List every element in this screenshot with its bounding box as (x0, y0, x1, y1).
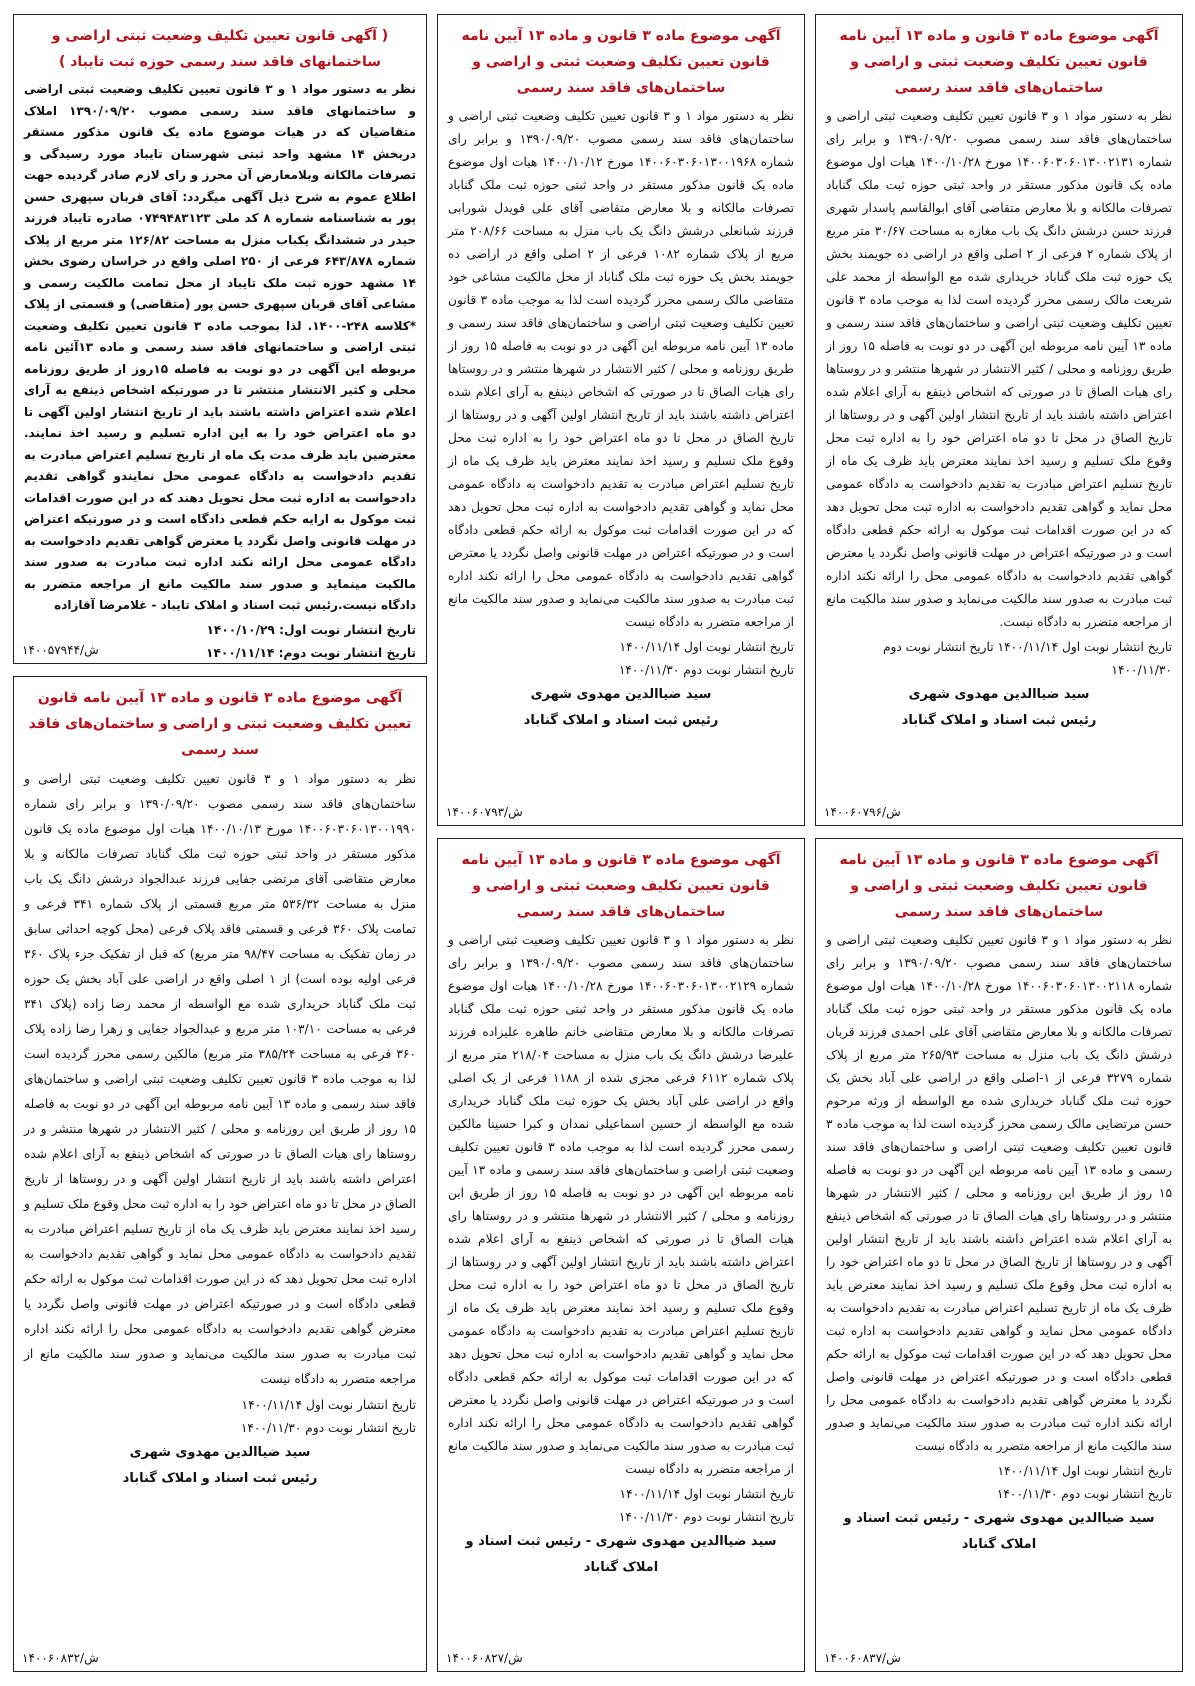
first-publication-date: تاریخ انتشار نوبت اول ۱۴۰۰/۱۱/۱۴ (619, 640, 794, 654)
notice-bottom-left (13, 676, 427, 1672)
notice-body: نظر به دستور مواد ۱ و ۳ قانون تعیین تکلیف وضعیت ثبتی اراضی و ساختمان‌های فاقد سند رسمی مصوب ۱۳۹۰/۰۹/۲۰ و برابر رای شماره ۱۴۰۰۶۰۳۰۶۰۱۳۰۰۱۹۶۸ مورخ ۱۴۰۰/۱۰/۱۲ هیات اول موضوع ماده یک قانون مذکور مستقر در واحد ثبتی حوزه ثبت ملک گناباد تصرفات مالکانه و بلا معارض متقاضی آقای علی قویدل شورابی فرزند شبانعلی درشش دانگ یک باب منزل به مساحت ۲۰۸/۶۶ متر مربع از پلاک شماره ۱۰۸۲ فرعی از ۲ اصلی واقع در اراضی ده جویمند بخش یک حوزه ثبت ملک گناباد از محل مالکیت مشاعی خود متقاضی مالک رسمی محرز گردیده است لذا به موجب ماده ۳ قانون تعیین تکلیف وضعیت ثبتی اراضی و ساختمان‌های فاقد سند رسمی و ماده ۱۳ آیین نامه مربوطه این آگهی در دو نوبت به فاصله ۱۵ روز از طریق روزنامه و محلی / کثیر الانتشار در شهرها منتشر و در روستاها رای هیات الصاق تا در صورتی که اشخاص ذینفع به آرای اعلام شده اعتراض داشته باشند باید از تاریخ انتشار اولین آگهی و در روستاها از تاریخ الصاق در محل تا دو ماه اعتراض خود را به اداره ثبت محل وقوع ملک تسلیم و رسید اخذ نمایند معترض باید ظرف یک ماه از تاریخ تسلیم اعتراض مبادرت به تقدیم دادخواست به دادگاه عمومی محل نماید و گواهی تقدیم دادخواست به اداره ثبت محل تحویل دهد که در این صورت اقدامات ثبت موکول به ارائه حکم قطعی دادگاه است و در صورتیکه اعتراض در مهلت قانونی واصل نگردد یا معترض گواهی تقدیم دادخواست به دادگاه عمومی محل را ارائه نکند اداره ثبت مبادرت به صدور سند مالکیت می‌نماید و صدور سند مالکیت مانع از مراجعه متضرر به دادگاه نیست (448, 109, 795, 629)
publication-dates (826, 1460, 1172, 1506)
second-publication-date: تاریخ انتشار نوبت دوم ۱۴۰۰/۱۱/۳۰ (240, 1421, 416, 1435)
notice-top-middle (437, 14, 805, 826)
notice-code: ۱۴۰۰۶۰۷۹۶/ش (824, 805, 901, 819)
notice-code: ۱۴۰۰۶۰۸۳۷/ش (824, 1651, 901, 1665)
notice-title: آگهی موضوع ماده ۳ قانون و ماده ۱۳ آیین نامه قانون تعیین تکلیف وضعیت ثبتی و اراضی و ساختمان‌های فاقد سند رسمی (461, 28, 781, 96)
publication-dates: تاریخ انتشار نوبت اول ۱۴۰۰/۱۱/۱۴ تاریخ انتشار نوبت دوم ۱۴۰۰/۱۱/۳۰ (882, 640, 1172, 677)
notice-code: ۱۴۰۰۵۷۹۴۴/ش (22, 643, 99, 657)
first-publication-date: تاریخ انتشار نوبت اول ۱۴۰۰/۱۱/۱۴ (241, 1398, 416, 1412)
notice-body: نظر به دستور مواد ۱ و ۳ قانون تعیین تکلیف وضعیت ثبتی اراضی و ساختمان‌های فاقد سند رسمی مصوب ۱۳۹۰/۰۹/۲۰ و برابر رای شماره ۱۴۰۰۶۰۳۰۶۰۱۳۰۰۲۱۲۹ مورخ ۱۴۰۰/۱۰/۲۸ هیات اول موضوع ماده یک قانون مذکور مستقر در واحد ثبتی حوزه ثبت ملک گناباد تصرفات مالکانه و بلا معارض متقاضی خانم طاهره علیزاده فرزند علیرضا درشش دانگ یک باب منزل به مساحت ۲۱۸/۰۴ متر مربع از پلاک شماره ۶۱۱۲ فرعی مجزی شده از ۱۱۸۸ فرعی از یک اصلی واقع در اراضی علی آباد بخش یک حوزه ثبت ملک گناباد خریداری شده مع الواسطه از حسین اسماعیلی نمدان و کبرا حسینا مالکین رسمی محرز گردیده است لذا به موجب ماده ۳ قانون تعیین تکلیف وضعیت ثبتی اراضی و ساختمان‌های فاقد سند رسمی و ماده ۱۳ آیین نامه مربوطه این آگهی در دو نوبت به فاصله ۱۵ روز از طریق این روزنامه و محلی / کثیر الانتشار در شهرها منتشر و در روستاها رای هیات الصاق تا در صورتی که اشخاص ذینفع به آرای اعلام شده اعتراض داشته باشند باید از تاریخ انتشار اولین آگهی و در روستاها از تاریخ الصاق در محل تا دو ماه اعتراض خود را به اداره ثبت محل وقوع ملک تسلیم و رسید اخذ نمایند معترض باید ظرف یک ماه از تاریخ تسلیم اعتراض مبادرت به تقدیم دادخواست به دادگاه عمومی محل نماید و گواهی تقدیم دادخواست به اداره ثبت محل تحویل دهد که در این صورت اقدامات ثبت موکول به ارائه حکم قطعی دادگاه است و در صورتیکه اعتراض در مهلت قانونی واصل نگردد یا معترض گواهی تقدیم دادخواست به دادگاه عمومی محل را ارائه نکند اداره ثبت مبادرت به صدور سند مالکیت می‌نماید و صدور سند مالکیت مانع از مراجعه متضرر به دادگاه نیست (448, 933, 795, 1476)
publication-dates (448, 1483, 794, 1529)
publication-dates (24, 1394, 416, 1440)
first-publication-date: تاریخ انتشار نوبت اول: ۱۴۰۰/۱۰/۲۹ (206, 622, 416, 637)
notice-body: نظر به دستور مواد ۱ و ۳ قانون تعیین تکلیف وضعیت ثبتی اراضی و ساختمان‌های فاقد سند رسمی مصوب ۱۳۹۰/۰۹/۲۰ و برابر رای شماره ۱۴۰۰۶۰۳۰۶۰۱۳۰۰۲۱۱۸ مورخ ۱۴۰۰/۱۰/۲۸ هیات اول موضوع ماده یک قانون مذکور مستقر در واحد ثبتی حوزه ثبت ملک گناباد تصرفات مالکانه و بلا معارض متقاضی آقای علی احمدی فرزند قربان درشش دانگ یک باب منزل به مساحت ۲۶۵/۹۳ متر مربع از پلاک شماره ۳۲۷۹ فرعی از ۱-اصلی واقع در اراضی علی آباد بخش یک حوزه ثبت ملک گناباد خریداری شده مع الواسطه از ورثه مرحوم حسن مرتضایی مالک رسمی محرز گردیده است لذا به موجب ماده ۳ قانون تعیین تکلیف وضعیت ثبتی اراضی و ساختمان‌های فاقد سند رسمی و ماده ۱۳ آیین نامه مربوطه این آگهی در دو نوبت به فاصله ۱۵ روز از طریق این روزنامه و محلی / کثیر الانتشار در شهرها منتشر و در روستاها رای هیات الصاق تا در صورتی که اشخاص ذینفع به آرای اعلام شده اعتراض داشته باشند باید از تاریخ انتشار اولین آگهی و در روستاها از تاریخ الصاق در محل تا دو ماه اعتراض خود را به اداره ثبت محل وقوع ملک تسلیم و رسید اخذ نمایند معترض باید ظرف یک ماه از تاریخ تسلیم اعتراض مبادرت به تقدیم دادخواست به دادگاه عمومی محل نماید و گواهی تقدیم دادخواست به اداره ثبت محل تحویل دهد که در این صورت اقدامات ثبت موکول به ارائه حکم قطعی دادگاه است و در صورتیکه اعتراض در مهلت قانونی واصل نگردد یا معترض گواهی تقدیم دادخواست به دادگاه عمومی محل را ارائه نکند اداره ثبت مبادرت به صدور سند مالکیت می‌نماید و صدور سند مالکیت مانع از مراجعه متضرر به دادگاه نیست (826, 933, 1173, 1453)
notice-title: آگهی موضوع ماده ۳ قانون و ماده ۱۳ آیین نامه قانون تعیین تکلیف وضعیت ثبتی و اراضی و ساختمان‌های فاقد سند رسمی (839, 852, 1159, 920)
second-publication-date: تاریخ انتشار نوبت دوم ۱۴۰۰/۱۱/۳۰ (618, 1510, 794, 1524)
signatory-title: رئیس ثبت اسناد و املاک گناباد (901, 713, 1097, 728)
notice-top-left (13, 14, 427, 664)
first-publication-date: تاریخ انتشار نوبت اول ۱۴۰۰/۱۱/۱۴ (997, 1464, 1172, 1478)
notice-code: ۱۴۰۰۶۰۸۳۲/ش (22, 1651, 99, 1665)
signatory-title: رئیس ثبت اسناد و املاک گناباد (122, 1471, 318, 1486)
notice-title: آگهی موضوع ماده ۳ قانون و ماده ۱۳ آیین نامه قانون تعیین تکلیف وضعیت ثبتی و اراضی و ساختمان‌های فاقد سند رسمی (461, 852, 781, 920)
second-publication-date: تاریخ انتشار نوبت دوم: ۱۴۰۰/۱۱/۱۴ (206, 645, 416, 660)
notice-code: ۱۴۰۰۶۰۷۹۳/ش (446, 805, 523, 819)
second-publication-date: تاریخ انتشار نوبت دوم ۱۴۰۰/۱۱/۳۰ (618, 663, 794, 677)
signatory-title: سید ضیاالدین مهدوی شهری - رئیس ثبت اسناد و املاک گناباد (843, 1511, 1155, 1552)
notice-title: آگهی موضوع ماده ۳ قانون و ماده ۱۳ آیین نامه قانون تعیین تکلیف وضعیت ثبتی و اراضی و ساختمان‌های فاقد سند رسمی (839, 28, 1159, 96)
signatory-name: سید ضیاالدین مهدوی شهری (530, 687, 712, 702)
signatory-title: رئیس ثبت اسناد و املاک گناباد (523, 713, 719, 728)
signatory-name: سید ضیاالدین مهدوی شهری (129, 1445, 311, 1460)
publication-dates (448, 636, 794, 682)
notice-top-right (815, 14, 1183, 826)
signatory-name: سید ضیاالدین مهدوی شهری (908, 687, 1090, 702)
notice-title: ( آگهی قانون تعیین تکلیف وضعیت ثبتی اراضی و ساختمانهای فاقد سند رسمی حوزه ثبت تایباد ) (51, 28, 389, 70)
notice-body: نظر به دستور مواد ۱ و ۳ قانون تعیین تکلیف وضعیت ثبتی اراضی و ساختمانهای فاقد سند رسمی مصوب ۱۳۹۰/۰۹/۲۰ املاک متقاضیان که در هیات موضوع ماده یک قانون مذکور مستقر دربخش ۱۴ مشهد واحد ثبتی شهرستان تایباد مورد رسیدگی و تصرفات مالکانه وبلامعارض آن محرز و رای لازم صادر گردیده جهت اطلاع عموم به شرح ذیل آگهی میگردد: آقای قربان سپهری حسن پور به شناسنامه شماره ۸ کد ملی ۰۷۴۹۴۸۳۱۲۳ صادره تایباد فرزند حیدر در ششدانگ یکباب منزل به مساحت ۱۲۶/۸۲ متر مربع از پلاک شماره ۶۴۳/۸۷۸ فرعی از ۲۵۰ اصلی واقع در خراسان رضوی بخش ۱۴ مشهد حوزه ثبت ملک تایباد از محل تمامت مالکیت رسمی و مشاعی آقای قربان سپهری حسن پور (متقاضی) و قسمتی از پلاک *کلاسه ۲۴۸-۱۴۰۰. لذا بموجب ماده ۳ قانون تعیین تکلیف وضعیت ثبتی اراضی و ساختمانهای فاقد سند رسمی و ماده ۱۳آئین نامه مربوطه این آگهی در دو نوبت به فاصله ۱۵روز از طریق روزنامه محلی و کثیر الانتشار منتشر تا در صورتیکه اشخاص ذینفع به آرای اعلام شده اعتراض داشته باشند باید از تاریخ انتشار اولین آگهی تا دو ماه اعتراض خود را به این اداره تسلیم و رسید اخذ نمایند. معترضین باید ظرف مدت یک ماه از تاریخ تسلیم اعتراض مبادرت به تقدیم دادخواست به دادگاه عمومی محل نمایندو گواهی تقدیم دادخواست به اداره ثبت محل تحویل دهند که در این صورت اقدامات ثبت موکول به ارایه حکم قطعی دادگاه است و در صورتیکه اعتراض در مهلت قانونی واصل نگردد یا معترض گواهی تقدیم دادخواست به دادگاه عمومی محل ارائه نکند اداره ثبت مبادرت به صدور سند مالکیت مینماید و صدور سند مالکیت مانع از مراجعه متضرر به دادگاه نیست.رئیس ثبت اسناد و املاک تایباد - غلامرضا آقازاده (24, 82, 417, 612)
notice-title: آگهی موضوع ماده ۳ قانون و ماده ۱۳ آیین نامه قانون تعیین تکلیف وضعیت ثبتی و اراضی و ساختمان‌های فاقد سند رسمی (28, 690, 412, 758)
notice-bottom-right (815, 838, 1183, 1672)
second-publication-date: تاریخ انتشار نوبت دوم ۱۴۰۰/۱۱/۳۰ (996, 1487, 1172, 1501)
signatory-title: سید ضیاالدین مهدوی شهری - رئیس ثبت اسناد و املاک گناباد (465, 1534, 777, 1575)
notice-body: نظر به دستور مواد ۱ و ۳ قانون تعیین تکلیف وضعیت ثبتی اراضی و ساختمان‌های فاقد سند رسمی مصوب ۱۳۹۰/۰۹/۲۰ و برابر رای شماره ۱۴۰۰۶۰۳۰۶۰۱۳۰۰۲۱۳۱ مورخ ۱۴۰۰/۱۰/۲۸ هیات اول موضوع ماده یک قانون مذکور مستقر در واحد ثبتی حوزه ثبت ملک گناباد تصرفات مالکانه و بلا معارض متقاضی آقای ابوالقاسم پاسدار شهری فرزند حسن درشش دانگ یک باب مغازه به مساحت ۳۰/۶۷ متر مربع از پلاک شماره ۲ فرعی از ۲ اصلی واقع در اراضی ده جویمند بخش یک حوزه ثبت ملک گناباد خریداری شده مع الواسطه از محمد علی شریعت مالک رسمی محرز گردیده است لذا به موجب ماده ۳ قانون تعیین تکلیف وضعیت ثبتی اراضی و ساختمان‌های فاقد سند رسمی و ماده ۱۳ آیین نامه مربوطه این آگهی در دو نوبت به فاصله ۱۵ روز از طریق روزنامه و محلی / کثیر الانتشار در شهرها منتشر و در روستاها رای هیات الصاق تا در صورتی که اشخاص ذینفع به آرای اعلام شده اعتراض داشته باشند باید از تاریخ انتشار اولین آگهی و در روستاها از تاریخ الصاق در محل تا دو ماه اعتراض خود را به اداره ثبت محل وقوع ملک تسلیم و رسید اخذ نمایند معترض باید ظرف یک ماه از تاریخ تسلیم اعتراض مبادرت به تقدیم دادخواست به دادگاه عمومی محل نماید و گواهی تقدیم دادخواست به اداره ثبت محل تحویل دهد که در این صورت اقدامات ثبت موکول به ارائه حکم قطعی دادگاه است و در صورتیکه اعتراض در مهلت قانونی واصل نگردد یا معترض گواهی تقدیم دادخواست به دادگاه عمومی محل را ارائه نکند اداره ثبت مبادرت به صدور سند مالکیت می‌نماید و صدور سند مالکیت مانع از مراجعه متضرر به دادگاه نیست. (826, 109, 1173, 629)
notice-bottom-middle (437, 838, 805, 1672)
notice-code: ۱۴۰۰۶۰۸۲۷/ش (446, 1651, 523, 1665)
first-publication-date: تاریخ انتشار نوبت اول ۱۴۰۰/۱۱/۱۴ (619, 1487, 794, 1501)
notice-body: نظر به دستور مواد ۱ و ۳ قانون تعیین تکلیف وضعیت ثبتی اراضی و ساختمان‌های فاقد سند رسمی مصوب ۱۳۹۰/۰۹/۲۰ و برابر رای شماره ۱۴۰۰۶۰۳۰۶۰۱۳۰۰۱۹۹۰ مورخ ۱۴۰۰/۱۰/۱۳ هیات اول موضوع ماده یک قانون مذکور مستقر در واحد ثبتی حوزه ثبت ملک گناباد تصرفات مالکانه و بلا معارض متقاضی آقای مرتضی جفایی فرزند عبدالجواد درشش دانگ یک باب منزل به مساحت ۵۳۶/۳۲ متر مربع قسمتی از پلاک شماره ۳۴۱ فرعی و تمامت پلاک ۳۶۰ فرعی و قسمتی فاقد پلاک فرعی (محل کوچه احداثی سابق در زمان تفکیک به مساحت ۹۸/۴۷ متر مربع) که قبل از تفکیک جزء پلاک ۳۶۰ فرعی اولیه بوده است) از ۱ اصلی واقع در اراضی علی آباد بخش یک حوزه ثبت ملک گناباد خریداری شده مع الواسطه از محمد رضا زاده (پلاک ۳۴۱ فرعی به مساحت ۱۰۳/۱۰ متر مربع و عبدالجواد جفایی و زهرا رضا زاده پلاک ۳۶۰ فرعی به مساحت ۳۸۵/۲۴ متر مربع) مالکین رسمی محرز گردیده است لذا به موجب ماده ۳ قانون تعیین تکلیف وضعیت ثبتی اراضی و ساختمان‌های فاقد سند رسمی و ماده ۱۳ آیین نامه مربوطه این آگهی در دو نوبت به فاصله ۱۵ روز از طریق این روزنامه و محلی / کثیر الانتشار در شهرها منتشر و در روستاها رای هیات الصاق تا در صورتی که اشخاص ذینفع به آرای اعلام شده اعتراض داشته باشند باید از تاریخ انتشار اولین آگهی و در روستاها از تاریخ الصاق در محل تا دو ماه اعتراض خود را به اداره ثبت محل وقوع ملک تسلیم و رسید اخذ نمایند معترض باید ظرف یک ماه از تاریخ تسلیم اعتراض مبادرت به تقدیم دادخواست به دادگاه عمومی محل نماید و گواهی تقدیم دادخواست به اداره ثبت محل تحویل دهد که در این صورت اقدامات ثبت موکول به ارائه حکم قطعی دادگاه است و در صورتیکه اعتراض در مهلت قانونی واصل نگردد یا معترض گواهی تقدیم دادخواست به دادگاه عمومی محل را ارائه نکند اداره ثبت مبادرت به صدور سند مالکیت می‌نماید و صدور سند مالکیت مانع از مراجعه متضرر به دادگاه نیست (24, 772, 417, 1386)
